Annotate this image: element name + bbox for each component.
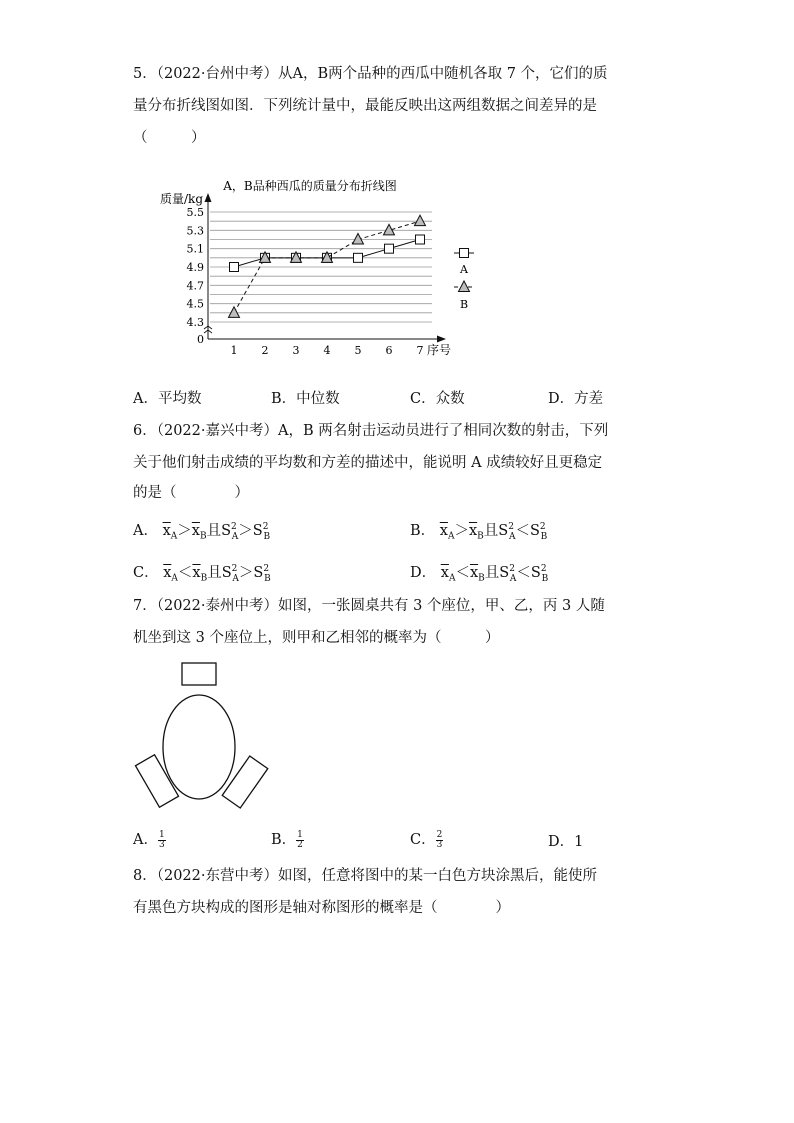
q8-text-line1: 8．（2022·东营中考）如图，任意将图中的某一白色方块涂黑后，能使所 [133, 868, 597, 884]
round-table-diagram [130, 660, 270, 812]
point-A-1 [230, 263, 239, 272]
line-chart [150, 172, 490, 364]
q7-text-line1: 7．（2022·泰州中考）如图，一张圆桌共有 3 个座位，甲、乙，丙 3 人随 [133, 598, 605, 614]
q6-option-b[interactable]: B． $\overline{x}_A>\overline{x}_B$且$S^2_A<S^2_B$ [410, 522, 548, 542]
q5-option-a[interactable]: A．平均数 [133, 391, 202, 407]
point-A-5 [354, 253, 363, 262]
legend-label-B: B [459, 298, 469, 311]
point-A-7 [416, 235, 425, 244]
x-tick-label: 7 [416, 344, 424, 357]
x-tick-label: 3 [292, 344, 300, 357]
right-seat [222, 756, 268, 808]
q5-option-d[interactable]: D．方差 [548, 391, 604, 407]
q6-text-line2: 关于他们射击成绩的平均数和方差的描述中，能说明 A 成绩较好且更稳定 [133, 455, 603, 471]
point-B-7 [415, 215, 426, 226]
x-tick-label: 5 [354, 344, 362, 357]
x-tick-label: 6 [385, 344, 393, 357]
y-tick-label: 4.9 [186, 261, 204, 274]
y-tick-label: 4.7 [186, 279, 204, 293]
q6-text-line3: 的是（ ） [133, 485, 249, 501]
top-seat [182, 663, 216, 685]
point-B-1 [229, 307, 240, 318]
x-axis-arrow [437, 336, 446, 343]
q7-option-d[interactable]: D．1 [548, 834, 584, 850]
y-tick-label: 4.3 [186, 316, 204, 329]
q6-text-line1: 6．（2022·嘉兴中考）A，B 两名射击运动员进行了相同次数的射击，下列 [133, 423, 609, 439]
q5-option-b[interactable]: B．中位数 [271, 391, 340, 407]
q6-option-d[interactable]: D． $\overline{x}_A<\overline{x}_B$且$S^2_A<S^2_B$ [410, 564, 549, 584]
chart-xlabel: 序号 [427, 343, 452, 357]
legend-label-A: A [460, 263, 468, 276]
chart-ylabel: 质量/kg [160, 192, 203, 206]
point-B-5 [353, 234, 364, 245]
y-tick-label: 5.3 [186, 224, 204, 238]
legend-marker-A [460, 249, 469, 258]
q7-option-a[interactable]: A． $\frac{1}{3}$ [133, 829, 165, 850]
q7-text-line2: 机坐到这 3 个座位上，则甲和乙相邻的概率为（ ） [133, 630, 500, 646]
legend-marker-B [459, 281, 470, 292]
q8-text-line2: 有黑色方块构成的图形是轴对称图形的概率是（ ） [133, 900, 510, 916]
q5-text-line2: 量分布折线图如图．下列统计量中，最能反映出这两组数据之间差异的是 [133, 98, 597, 114]
y-axis-arrow [205, 193, 212, 202]
y-tick-label: 4.5 [186, 297, 204, 311]
y-tick-label: 5.5 [186, 206, 204, 219]
round-table [163, 695, 235, 799]
q7-option-c[interactable]: C． $\frac{2}{3}$ [410, 829, 443, 850]
chart-title: A，B品种西瓜的质量分布折线图 [223, 179, 397, 193]
point-A-6 [385, 244, 394, 253]
x-tick-label: 1 [230, 344, 238, 357]
q6-option-c[interactable]: C． $\overline{x}_A<\overline{x}_B$且$S^2_A>S^2_B$ [133, 564, 271, 584]
q5-option-c[interactable]: C．众数 [410, 391, 465, 407]
y-tick-label: 5.1 [186, 242, 204, 256]
x-tick-label: 2 [261, 344, 269, 357]
y-tick-label: 0 [197, 333, 204, 346]
q5-text-line3: （ ） [133, 130, 206, 146]
q6-option-a[interactable]: A． $\overline{x}_A>\overline{x}_B$且$S^2_A>S^2_B$ [133, 522, 271, 542]
x-tick-label: 4 [323, 344, 331, 357]
q5-text-line1: 5．（2022·台州中考）从A，B两个品种的西瓜中随机各取 7 个，它们的质 [133, 66, 608, 82]
q7-option-b[interactable]: B． $\frac{1}{2}$ [271, 829, 303, 850]
